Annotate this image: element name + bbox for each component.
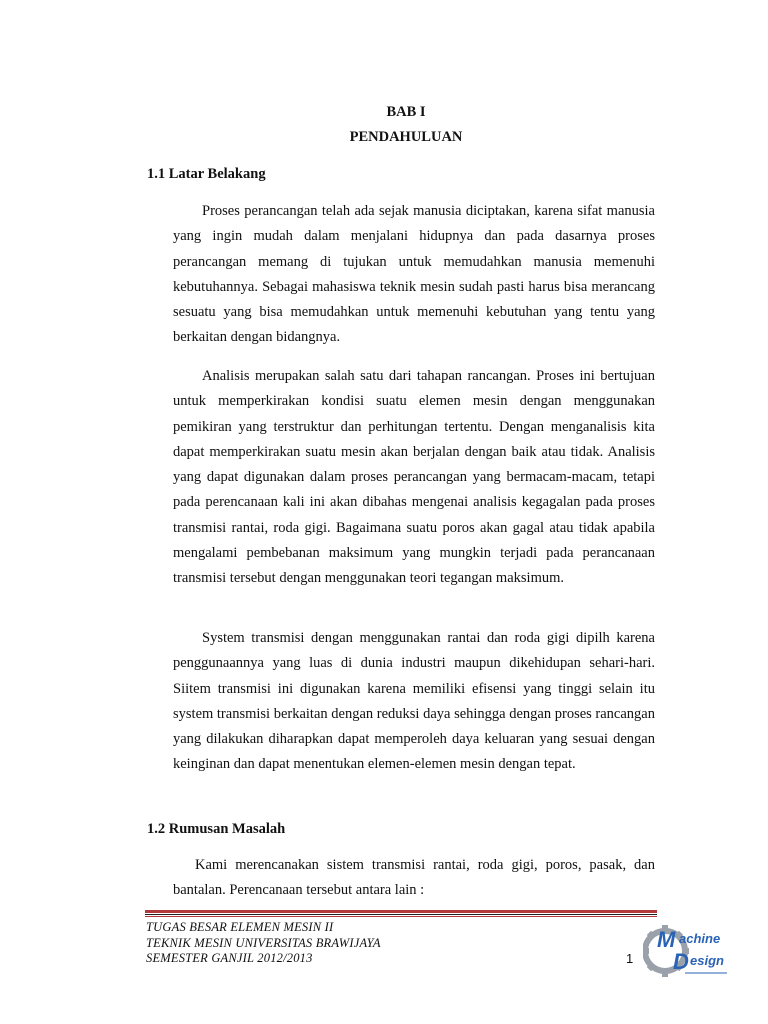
footer-rule-red [145,910,657,913]
paragraph-4: Kami merencanakan sistem transmisi rantai, roda gigi, poros, pasak, dan bantalan. Perencanaan tersebut antara lain : [173,857,655,899]
paragraph-2: Analisis merupakan salah satu dari tahapan rancangan. Proses ini bertujuan untuk memperkirakan kondisi suatu elemen mesin dengan menggunakan pemikiran yang terstruktur dan perhitungan tertentu. Dengan menganalisis kita dapat memperkirakan suatu mesin akan berjalan dengan baik atau tidak. Analisis yang dapat digunakan dalam proses perancangan yang bermacam-macam, tetapi pada perencanaan kali ini akan dibahas mengenai analisis kegagalan pada proses transmisi rantai, roda gigi. Bagaimana suatu poros akan gagal atau tidak apabila mengalami pembebanan maksimum yang mungkin terjadi pada perancanaan transmisi tersebut dengan menggunakan teori tegangan maksimum. [173,368,655,587]
logo-text-machine: achine [679,931,721,946]
footer-rule-black [145,914,657,915]
chapter-title: PENDAHULUAN [349,129,463,145]
paragraph-1: Proses perancangan telah ada sejak manusia diciptakan, karena sifat manusia yang ingin mudah dalam menjalani hidupnya dan pada dasarnya proses perancangan memang di tujukan untuk memudahkan manusia memenuhi kebutuhannya. Sebagai mahasiswa teknik mesin sudah pasti harus bisa merancang sesuatu yang bisa memudahkan untuk memenuhi kebutuhan yang tentu yang berkaitan dengan bidangnya. [173,203,655,346]
machine-design-logo [643,914,733,984]
section-heading-latar-belakang: 1.1 Latar Belakang [147,166,266,182]
paragraph-3: System transmisi dengan menggunakan rantai dan roda gigi dipilh karena penggunaannya yang luas di dunia industri maupun dikehidupan sehari-hari. Siitem transmisi ini digunakan karena memiliki efisensi yang tinggi selain itu system transmisi berkaitan dengan reduksi daya sehingga dengan proses rancangan yang dilakukan diharapkan dapat memperoleh daya keluaran yang sesuai dengan keinginan dan dapat menentukan elemen-elemen mesin dengan tepat. [173,630,655,773]
chapter-number: BAB I [386,104,426,120]
logo-letter-m: M [657,927,676,952]
footer-semester: SEMESTER GANJIL 2012/2013 [146,951,313,965]
logo-text-design: esign [690,953,724,968]
page-number: 1 [626,951,634,966]
section-heading-rumusan-masalah: 1.2 Rumusan Masalah [147,821,286,837]
footer-rule-red-thin [145,916,657,917]
footer-course: TUGAS BESAR ELEMEN MESIN II [146,920,334,934]
footer-department: TEKNIK MESIN UNIVERSITAS BRAWIJAYA [146,936,381,950]
logo-letter-d: D [673,949,689,974]
